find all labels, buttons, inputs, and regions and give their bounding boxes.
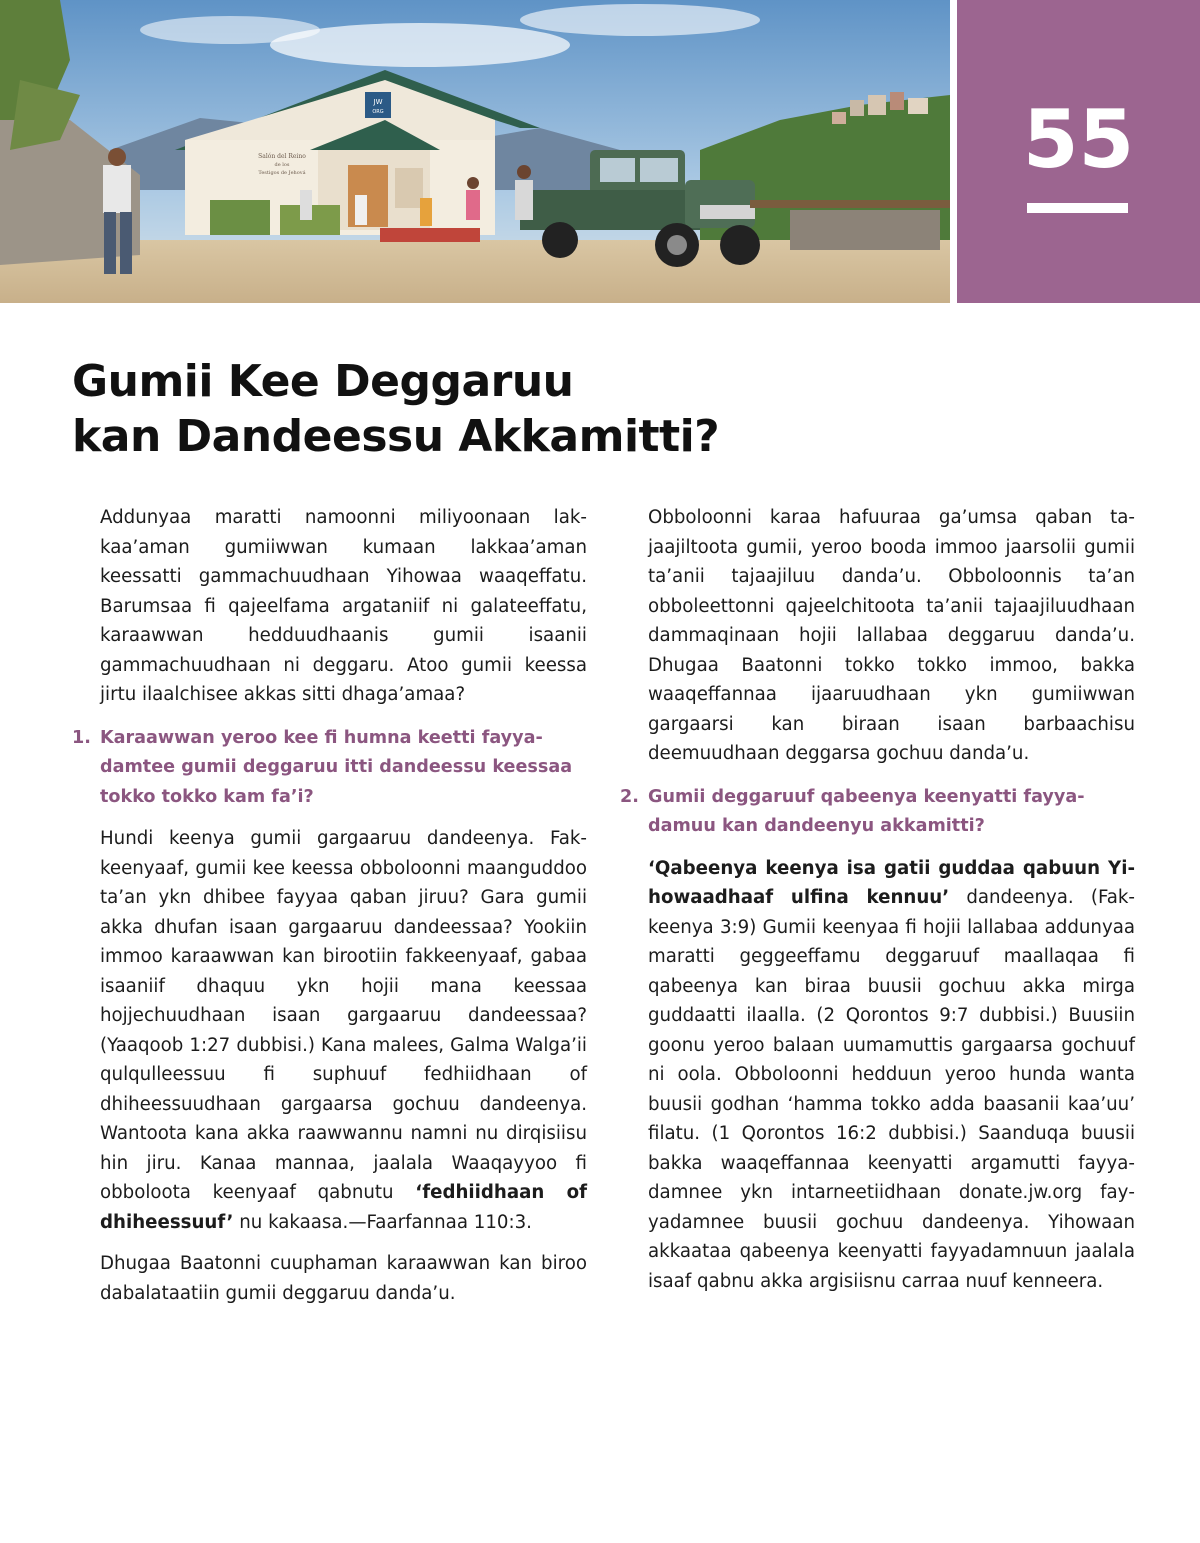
answer-1-paragraph-3: Obboloonni karaa hafuuraa ga’umsa qaban tajaajiltoota gumii, yeroo booda immoo jaarsolii gumii ta’anii tajaajiluu danda’u. Obboloonnis ta’an obboleettonni qajeelchitoota ta’anii tajaajiluudhaan dammaqinaan hojii lallabaa deggaruu danda’u. Dhugaa Baatonni tokko tokko immoo, bakka waaqeffannaa ijaaruudhaan ykn gumiiwwan gargaarsi kan biraan isaan barbaachisu deemuudhaan deggarsa gochuu danda’u. — [648, 507, 1135, 764]
svg-text:de los: de los — [274, 162, 290, 168]
answer-1-paragraph — [100, 824, 587, 1237]
question-2-number: 2. — [620, 786, 639, 807]
shrub — [210, 200, 270, 235]
left-column — [72, 503, 587, 1320]
lesson-number: 55 — [1022, 93, 1135, 186]
cloud — [140, 16, 320, 44]
question-1-text: Karaawwan yeroo kee fi humna keetti fayyadamtee gumii deggaruu itti dandeessu keessaa tokko tokko kam fa’i? — [100, 727, 573, 807]
intro-paragraph: Addunyaa maratti namoonni miliyoonaan lakkaa’aman gumiiwwan kumaan lakkaa’aman keessatti gammachuudhaan Yihowaa waaqeffatu. Barumsaa fi qajeelfama argataniif ni galateeffatu, karaawwan hedduudhaanis gumii isaanii gammachuudhaan ni deggaru. Atoo gumii keessa jirtu ilaalchisee akkas sitti dhaga’amaa? — [100, 507, 587, 705]
question-2 — [620, 783, 1135, 842]
answer-1-bold-quote: ‘fedhiidhaan of dhiheessuuf’ — [100, 1182, 588, 1233]
answer-1-text-end: nu kakaasa.—Faarfannaa 110:3. — [233, 1211, 532, 1233]
answer-1-paragraph-2: Dhugaa Baatonni cuuphaman karaawwan kan biroo dabalataatiin gumii deggaruu danda’u. — [100, 1253, 587, 1304]
question-1 — [72, 724, 587, 813]
title-line-2: kan Dandeessu Akkamitti? — [72, 411, 720, 462]
title-line-1: Gumii Kee Deggaruu — [72, 356, 574, 407]
hero-photo — [0, 0, 950, 303]
right-column — [620, 503, 1135, 1308]
building-sign-text: Salón del Reino — [258, 153, 306, 160]
question-1-number: 1. — [72, 727, 91, 748]
svg-text:ORG: ORG — [372, 109, 384, 115]
fence — [750, 200, 950, 208]
question-2-text: Gumii deggaruuf qabeenya keenyatti fayyadamuu kan dandeenyu akkamitti? — [648, 786, 1085, 836]
answer-2-bold-quote: ‘Qabeenya keenya isa gatii guddaa qabuun Yihowaadhaaf ulfina kennuu’ — [648, 857, 1135, 908]
flower-bed — [380, 228, 480, 242]
sign-logo-line: JW — [373, 98, 383, 106]
page-title — [72, 354, 1072, 464]
lesson-number-underline — [1027, 203, 1128, 213]
svg-text:Testigos de Jehová: Testigos de Jehová — [258, 170, 306, 176]
answer-2-paragraph — [648, 854, 1135, 1297]
answer-2-text: dandeenya. (Fakkeenya 3:9) Gumii keenyaa fi hojii lallabaa addunyaa maratti geggeeffamu deggaruuf maallaqaa fi qabeenya kan biraa buusii gochuu akka mirga guddaatti ilaalla. (2 Qorontos 9:7 dubbisi.) Buusiin goonu yeroo balaan uumamuttis gargaarsa gochuuf ni oola. Obboloonni hedduun yeroo hunda wanta buusii godhan ‘hamma tokko adda baasanii kaa’uu’ filatu. (1 Qorontos 16:2 dubbisi.) Saanduqa buusii bakka waaqeffannaa keenyatti argamutti fayyadamnee ykn intarneetiidhaan donate.jw.org fayyadamnee buusii gochuu dandeenya. Yihowaan akkaataa qabeenya keenyatti fayyadamnuun jaalala isaaf qabnu akka argisiisnu carraa nuuf kenneera. — [648, 887, 1135, 1292]
cloud — [520, 4, 760, 36]
lesson-number-tab — [957, 0, 1200, 303]
answer-1-text: Hundi keenya gumii gargaaruu dandeenya. Fakkeenyaaf, gumii kee keessa obboloonni maanguddoo ta’an ykn dhibee fayyaa qaban jiruu? Gara gumii akka dhufan isaan gargaaruu dandeessaa? Yookiin immoo karaawwan kan birootiin fakkeenyaaf, gabaa isaaniif dhaquu ykn hojii mana keessaa hojjechuudhaan isaan gargaaruu dandeessaa? (Yaaqoob 1:27 dubbisi.) Kana malees, Galma Walga’ii qulqulleessuu fi suphuuf fedhiidhaan of dhiheessuudhaan gargaarsa gochuu dandeenya. Wantoota kana akka raawwannu namni nu dirqisiisu hin jiru. Kanaa mannaa, jaalala Waaqayyoo fi obboloota keenyaaf qabnutu — [100, 828, 587, 1203]
